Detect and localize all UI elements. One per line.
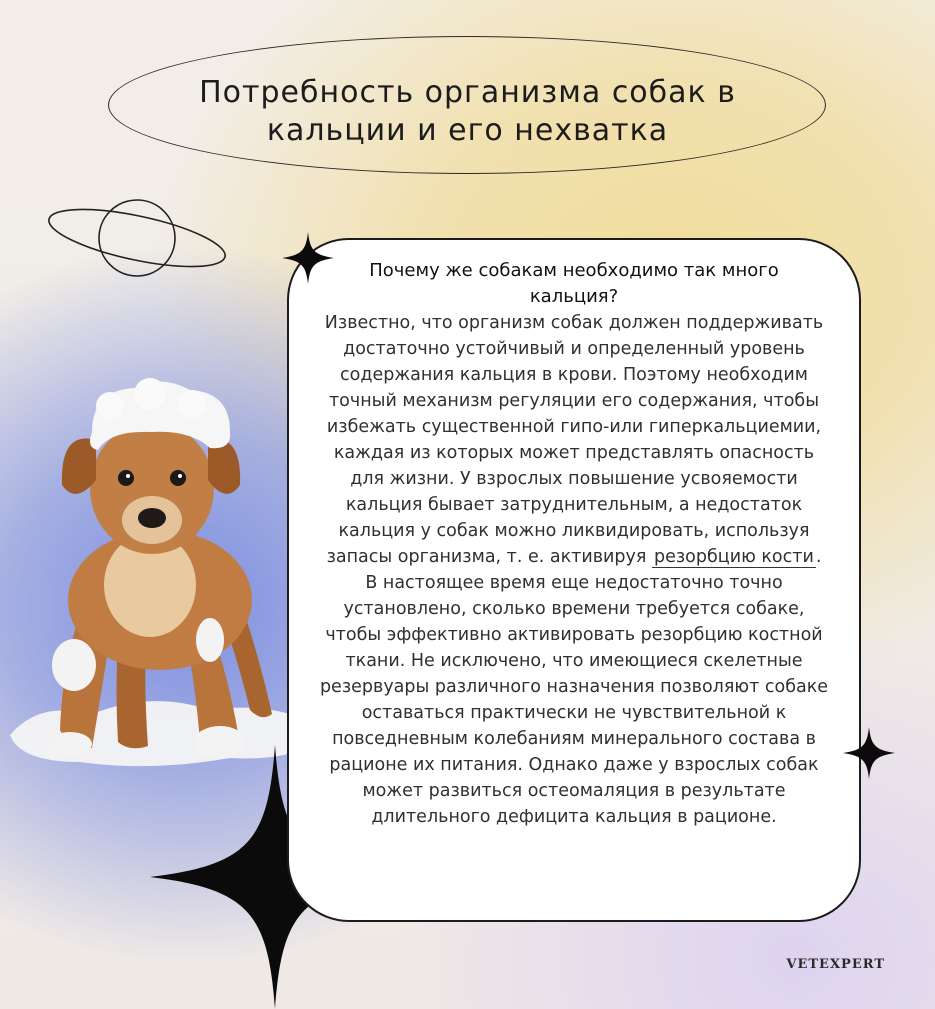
brand-logo: VETEXPERT — [786, 957, 885, 972]
card-body-text-continued: . В настоящее время еще недостаточно точно установлено, сколько времени требуется собаке, чтобы эффективно активировать резорбцию костной ткани. Не исключено, что имеющиеся скелетные резервуары различного назначения позволяют собаке оставаться практически не чувствительной к повседневным колебаниям минерального состава в рационе их питания. Однако даже у взрослых собак может развиться остеомаляция в результате длительного дефицита кальция в рационе. — [319, 547, 829, 827]
card-heading: Почему же собакам необходимо так много кальция? — [369, 260, 779, 307]
card-body — [319, 310, 829, 830]
sparkle-icon — [282, 232, 334, 284]
bone-resorption-link[interactable]: резорбцию кости — [654, 547, 814, 567]
info-card — [287, 238, 861, 922]
sparkle-icon — [843, 727, 895, 779]
planet-icon — [44, 196, 230, 286]
page-title: Потребность организма собак в кальции и его нехватка — [199, 75, 736, 148]
card-body-text: Известно, что организм собак должен поддерживать достаточно устойчивый и определенный уровень содержания кальция в крови. Поэтому необходим точный механизм регуляции его содержания, чтобы избежать существенной гипо-или гиперкальциемии, каждая из которых может представлять опасность для жизни. У взрослых повышение усвояемости кальция бывает затруднительным, а недостаток кальция у собак можно ликвидировать, используя запасы организма, т. е. активируя — [324, 313, 824, 567]
